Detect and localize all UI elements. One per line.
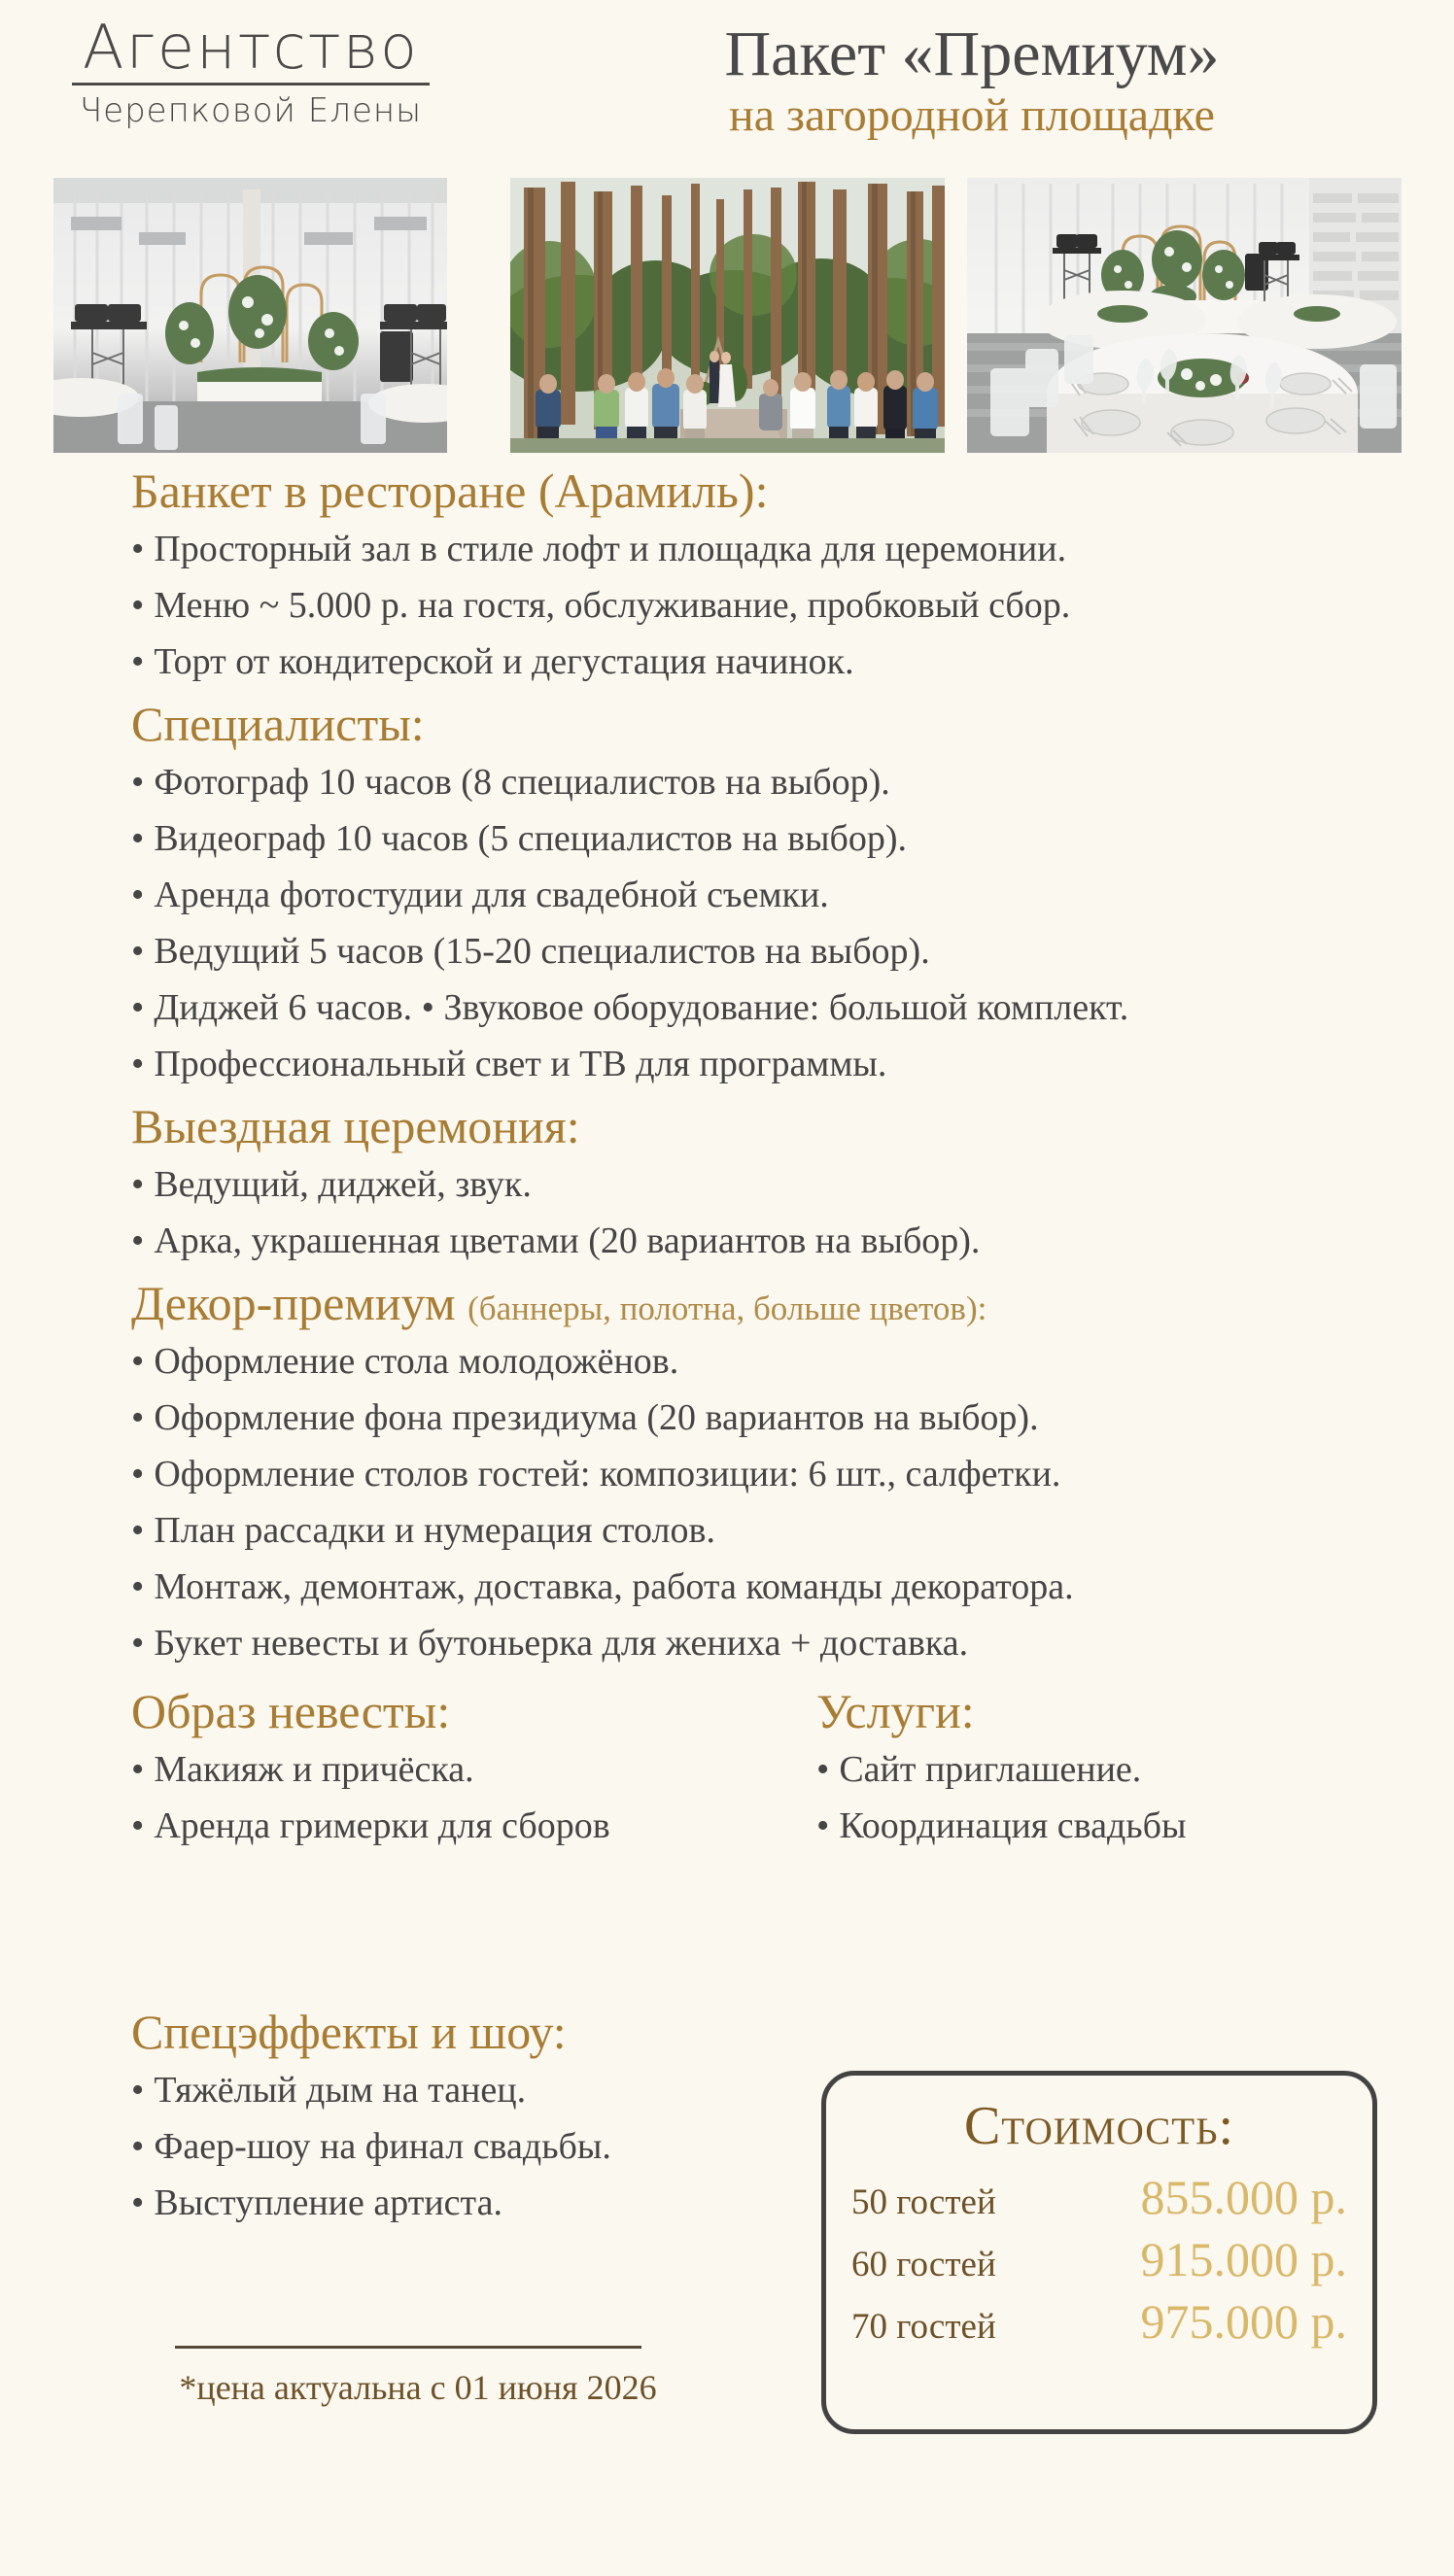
list-item: • Ведущий, диджей, звук. (131, 1156, 1346, 1213)
logo-divider (72, 83, 430, 86)
list-item: • Оформление стола молодожёнов. (131, 1333, 1346, 1390)
price-amount: 855.000 р. (1140, 2170, 1347, 2224)
list-item: • Координация свадьбы (816, 1798, 1361, 1854)
package-content (131, 457, 1346, 2231)
section-heading: Банкет в ресторане (Арамиль): (131, 464, 769, 518)
photo-loft-hall-image (53, 178, 447, 453)
section-special-effects (131, 1998, 792, 2231)
list-item: • Фотограф 10 часов (8 специалистов на выбор). (131, 754, 1346, 810)
photo-strip (0, 178, 1454, 460)
list-item: • Видеограф 10 часов (5 специалистов на выбор). (131, 810, 1346, 867)
list-item: • Диджей 6 часов. • Звуковое оборудование: большой комплект. (131, 979, 1346, 1036)
price-guest-count: 70 гостей (851, 2307, 996, 2347)
photo-banquet-table (967, 178, 1402, 453)
section-bullet-list (131, 1156, 1346, 1269)
section-bullet-list (131, 754, 1346, 1092)
list-item: • Аренда гримерки для сборов (131, 1798, 792, 1854)
list-item: • Монтаж, демонтаж, доставка, работа команды декоратора. (131, 1559, 1346, 1615)
list-item: • Фаер-шоу на финал свадьбы. (131, 2118, 792, 2175)
two-column-block (131, 1677, 1346, 1998)
section-decor-premium (131, 1269, 1346, 1671)
list-item: • Аренда фотостудии для свадебной съемки. (131, 867, 1346, 923)
list-item: • Выступление артиста. (131, 2175, 792, 2231)
section-heading: Образ невесты: (131, 1684, 451, 1738)
section-heading: Услуги: (816, 1684, 975, 1738)
price-row (851, 2231, 1347, 2287)
list-item: • Букет невесты и бутоньерка для жениха + доставка. (131, 1615, 1346, 1671)
price-rows (826, 2169, 1372, 2350)
section-services (816, 1677, 1361, 1854)
list-item: • Сайт приглашение. (816, 1741, 1361, 1798)
price-guest-count: 60 гостей (851, 2245, 996, 2284)
price-row (851, 2293, 1347, 2350)
list-item: • Тяжёлый дым на танец. (131, 2062, 792, 2118)
price-amount: 915.000 р. (1140, 2232, 1347, 2286)
photo-forest-ceremony (510, 178, 945, 453)
section-heading-note: (баннеры, полотна, больше цветов): (467, 1289, 987, 1327)
price-guest-count: 50 гостей (851, 2182, 996, 2222)
logo-agency-word: Агентство (83, 12, 419, 83)
section-bullet-list (131, 521, 1346, 690)
photo-forest-ceremony-image (510, 178, 945, 453)
list-item: • Оформление столов гостей: композиции: 6 шт., салфетки. (131, 1446, 1346, 1502)
section-bullet-list (131, 1741, 792, 1854)
price-box-title: Стоимость: (963, 2096, 1235, 2156)
section-heading (131, 1269, 1346, 1333)
page-title: Пакет «Премиум» (724, 18, 1220, 89)
page-header (0, 0, 1454, 175)
list-item: • Ведущий 5 часов (15-20 специалистов на выбор). (131, 923, 1346, 979)
section-bullet-list (131, 1333, 1346, 1671)
list-item: • Профессиональный свет и ТВ для программы. (131, 1036, 1346, 1092)
section-bullet-list (131, 2062, 792, 2231)
section-heading: Выездная церемония: (131, 1099, 580, 1153)
section-heading: Специалисты: (131, 697, 425, 751)
section-heading: Спецэффекты и шоу: (131, 2005, 567, 2059)
price-row (851, 2169, 1347, 2225)
section-bride-look (131, 1677, 792, 1854)
section-heading-main: Декор-премиум (131, 1276, 456, 1330)
page-subtitle: на загородной площадке (729, 89, 1215, 142)
list-item: • Просторный зал в стиле лофт и площадка для церемонии. (131, 521, 1346, 577)
price-amount: 975.000 р. (1140, 2294, 1347, 2349)
footer-divider (175, 2346, 641, 2349)
photo-banquet-table-image (967, 178, 1402, 453)
list-item: • Меню ~ 5.000 р. на гостя, обслуживание, пробковый сбор. (131, 577, 1346, 634)
agency-logo (56, 12, 445, 131)
logo-owner-name: Черепковой Елены (79, 91, 423, 131)
list-item: • План рассадки и нумерация столов. (131, 1502, 1346, 1559)
section-specialists (131, 690, 1346, 1092)
price-box (821, 2071, 1377, 2434)
list-item: • Оформление фона президиума (20 вариантов на выбор). (131, 1390, 1346, 1446)
list-item: • Арка, украшенная цветами (20 вариантов на выбор). (131, 1213, 1346, 1269)
list-item: • Макияж и причёска. (131, 1741, 792, 1798)
page-title-block (544, 19, 1400, 142)
photo-loft-hall (53, 178, 447, 453)
list-item: • Торт от кондитерской и дегустация начинок. (131, 634, 1346, 690)
price-validity-note: *цена актуальна с 01 июня 2026 (179, 2368, 657, 2407)
section-bullet-list (816, 1741, 1361, 1854)
section-outdoor-ceremony (131, 1092, 1346, 1269)
section-banquet (131, 457, 1346, 690)
